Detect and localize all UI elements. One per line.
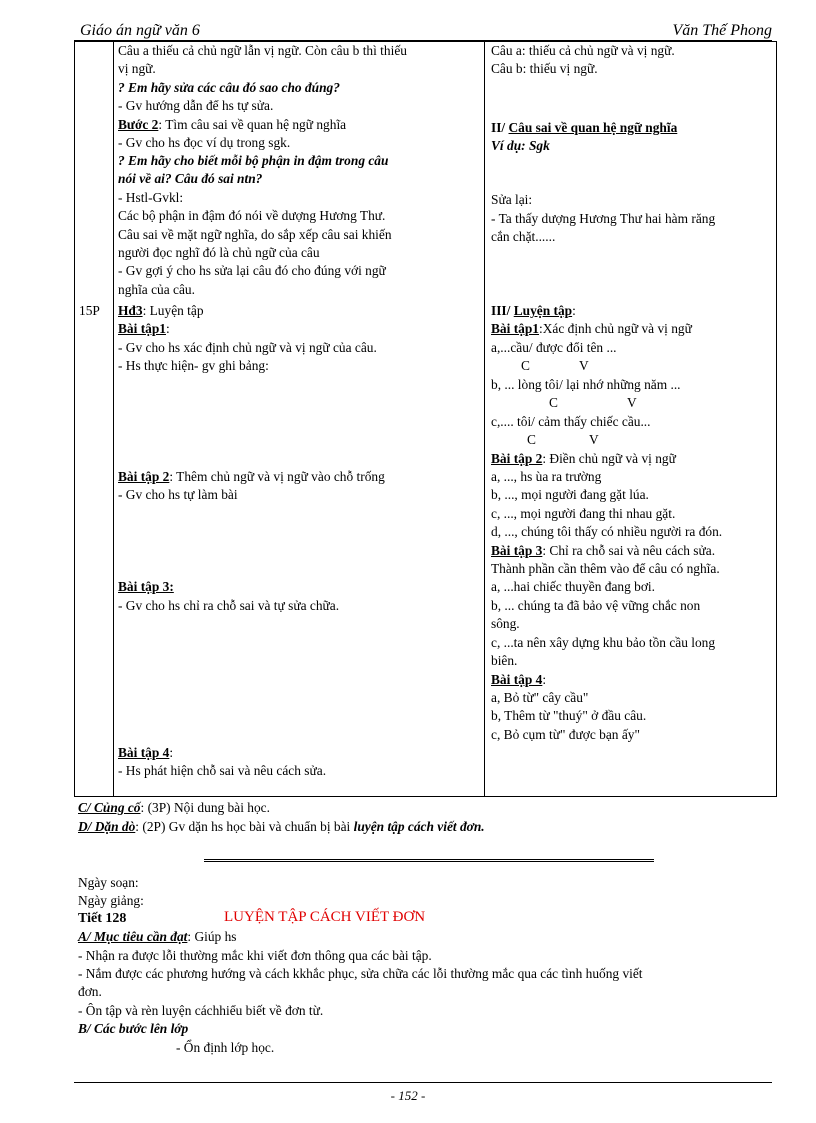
text-line: a, ..., hs ùa ra trường [491,469,602,484]
homework-line [78,819,485,835]
text-line: Câu a thiếu cả chủ ngữ lẫn vị ngữ. Còn câu b thì thiếu [118,43,407,58]
text-line: - Gv gợi ý cho hs sửa lại câu đó cho đúng với ngữ [118,263,386,278]
text-line: - Ta thấy dượng Hương Thư hai hàm răng [491,211,716,226]
section-number: III/ [491,303,514,318]
exercise-label: Bài tập 2 [491,451,543,466]
text-line: - Hs thực hiện- gv ghi bảng: [118,358,269,373]
date-prepared: Ngày soạn: [78,875,139,890]
homework-label: D/ Dặn dò [78,819,136,834]
text-line: sông. [491,616,520,631]
subject-marker: C [527,432,536,447]
step-item: - Ổn định lớp học. [176,1040,275,1055]
section-colon: : [572,303,576,318]
exercise-label: Bài tập 2 [118,469,170,484]
table-divider-1 [113,42,114,796]
section-title: Câu sai về quan hệ ngữ nghĩa [508,120,678,135]
text-line: Câu b: thiếu vị ngữ. [491,61,598,76]
text-line: c, ...ta nên xây dựng khu bảo tồn cầu long [491,635,716,650]
section-number: II/ [491,120,509,135]
text-line: - Gv cho hs đọc ví dụ trong sgk. [118,135,291,150]
exercise-label: Bài tập1 [118,321,166,336]
text-line: - Gv cho hs xác định chủ ngữ và vị ngữ của câu. [118,340,377,355]
text-line: Câu sai về mặt ngữ nghĩa, do sắp xếp câu sai khiến [118,227,392,242]
text-line: Các bộ phận in đậm đó nói về dượng Hương Thư. [118,208,386,223]
date-taught: Ngày giảng: [78,893,144,908]
exercise-label: Bài tập1 [491,321,539,336]
lesson-number: Tiết 128 [78,911,127,926]
step-heading [118,116,346,134]
exercise-heading: Bài tập 3: [118,579,174,594]
subject-marker: C [549,395,558,410]
homework-text: : (2P) Gv dặn hs học bài và chuẩn bị bài [135,819,354,834]
text-line: a, Bỏ từ" cây cầu" [491,690,589,705]
objective-item: - Ôn tập và rèn luyện cáchhiểu biết về đơn từ. [78,1003,324,1018]
exercise-text: : Thêm chủ ngữ và vị ngữ vào chỗ trống [169,469,385,484]
step-text: : Tìm câu sai về quan hệ ngữ nghĩa [158,117,347,132]
subject-marker: C [521,358,530,373]
activity-label: Hđ3 [118,303,143,318]
exercise-text: :Xác định chủ ngữ và vị ngữ [539,321,692,336]
text-line: Sửa lại: [491,192,533,207]
objective-label: A/ Mục tiêu cần đạt [78,929,188,944]
exercise-colon: : [542,672,547,687]
text-line: b, ... lòng tôi/ lại nhớ những năm ... [491,377,681,392]
text-line: cắn chặt...... [491,229,556,244]
exercise-heading [118,744,173,762]
predicate-marker: V [579,358,589,373]
text-line: c, Bỏ cụm từ" được bạn ấy" [491,727,640,742]
exercise-label: Bài tập 4 [491,672,543,687]
objective-item: - Nắm được các phương hướng và cách kkhắc phục, sửa chữa các lỗi thường mắc qua các tình huống viết [78,966,643,981]
predicate-marker: V [589,432,599,447]
text-line: c, ..., mọi người đang thi nhau gặt. [491,506,676,521]
steps-heading: B/ Các bước lên lớp [78,1021,189,1036]
question-line: ? Em hãy sửa các câu đó sao cho đúng? [118,80,340,95]
exercise-heading [491,671,546,689]
objective-item-cont: đơn. [78,984,102,999]
lesson-table [74,41,777,797]
text-line: c,.... tôi/ cảm thấy chiếc cầu... [491,414,651,429]
text-line: - Hstl-Gvkl: [118,190,184,205]
exercise-heading [118,468,385,486]
text-line: vị ngữ. [118,61,156,76]
text-line: a,...cầu/ được đổi tên ... [491,340,617,355]
consolidation-text: : (3P) Nội dung bài học. [140,800,270,815]
exercise-heading [491,542,715,560]
homework-bold: luyện tập cách viết đơn. [353,819,485,834]
text-line: a, ...hai chiếc thuyền đang bơi. [491,579,655,594]
text-line: - Gv cho hs tự làm bài [118,487,238,502]
text-line: Thành phần cần thêm vào để câu có nghĩa. [491,561,720,576]
text-line: nghĩa của câu. [118,282,195,297]
section-title: Luyện tập [513,303,573,318]
text-line: - Hs phát hiện chỗ sai và nêu cách sửa. [118,763,327,778]
exercise-text: : Điền chủ ngữ và vị ngữ [542,451,676,466]
exercise-label: Bài tập 3 [491,543,543,558]
table-divider-2 [484,42,485,796]
activity-text: : Luyện tập [142,303,204,318]
header-author: Văn Thế Phong [672,22,772,39]
question-line: ? Em hãy cho biết mỗi bộ phận in đậm trong câu [118,153,389,168]
header-subject: Giáo án ngữ văn 6 [80,22,200,39]
text-line: biên. [491,653,518,668]
text-line: Câu a: thiếu cả chủ ngữ và vị ngữ. [491,43,675,58]
exercise-colon: : [169,745,174,760]
text-line: b, ... chúng ta đã bảo vệ vững chắc non [491,598,701,613]
text-line: d, ..., chúng tôi thấy có nhiều người ra đón. [491,524,723,539]
footer-rule [74,1082,772,1083]
exercise-heading [491,450,676,468]
section-separator [204,859,654,862]
text-line: - Gv hướng dẫn để hs tự sửa. [118,98,274,113]
text-line: - Gv cho hs chỉ ra chỗ sai và tự sửa chữa. [118,598,340,613]
exercise-label: Bài tập 4 [118,745,170,760]
exercise-heading [491,320,692,338]
text-line: b, Thêm từ "thuý" ở đầu câu. [491,708,647,723]
objective-text: : Giúp hs [187,929,237,944]
section-heading [491,119,677,137]
question-line: nói về ai? Câu đó sai ntn? [118,171,263,186]
exercise-colon: : [166,321,170,336]
predicate-marker: V [627,395,637,410]
text-line: người đọc nghĩ đó là chủ ngữ của câu [118,245,320,260]
example-label: Ví dụ: Sgk [491,138,550,153]
text-line: b, ..., mọi người đang gặt lúa. [491,487,649,502]
page-number: - 152 - [390,1088,426,1103]
exercise-heading [118,320,170,338]
step-label: Bước 2 [118,117,159,132]
section-heading [491,302,576,320]
objective-item: - Nhận ra được lỗi thường mắc khi viết đơn thông qua các bài tập. [78,948,432,963]
time-label: 15P [79,303,100,318]
exercise-text: : Chỉ ra chỗ sai và nêu cách sửa. [542,543,716,558]
consolidation-line [78,800,270,816]
consolidation-label: C/ Củng cố [78,800,141,815]
activity-heading [118,302,204,320]
lesson-title: LUYỆN TẬP CÁCH VIẾT ĐƠN [224,909,426,925]
objective-heading [78,929,236,945]
